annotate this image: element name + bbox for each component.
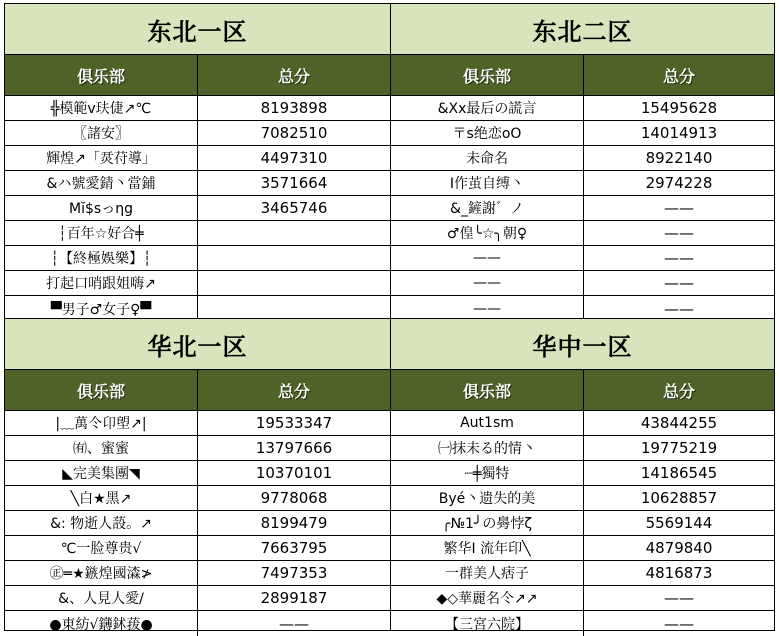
club-name-cell: 繁华I 流年印╲ (391, 536, 584, 560)
table-row (5, 196, 390, 221)
table-row (5, 146, 390, 171)
club-name-cell: ㈠抹未る的情丶 (391, 436, 584, 460)
table-row (391, 611, 774, 636)
club-name-cell: ┆【終極娛樂】┆ (5, 246, 198, 270)
score-cell: 15495628 (640, 99, 718, 117)
header-total-score: 总分 (277, 66, 310, 86)
table-row (5, 411, 390, 436)
score-cell: 2899187 (260, 589, 328, 607)
score-cell: 10628857 (640, 489, 718, 507)
section-title: 华中一区 (391, 319, 774, 370)
table-row (5, 586, 390, 611)
club-name-cell: Aut1sm (391, 411, 584, 435)
club-name-cell: 【三宮六院】 (391, 611, 584, 636)
club-name-cell: 〖諸安〗 (5, 121, 198, 145)
club-name-cell: —— (391, 246, 584, 270)
section-central-1 (390, 318, 775, 631)
table-row (5, 221, 390, 246)
table-header (5, 370, 390, 411)
table-row (391, 221, 774, 246)
club-name-cell: ▀男子♂女子♀▀ (5, 296, 198, 321)
club-name-cell: &ハ號愛錆丶當鋪 (5, 171, 198, 195)
section-title: 东北二区 (391, 4, 774, 55)
header-total-score: 总分 (662, 66, 695, 86)
score-cell: 7663795 (260, 539, 328, 557)
table-row (391, 96, 774, 121)
club-name-cell: &: 物逝人蔎。↗ (5, 511, 198, 535)
header-club: 俱乐部 (5, 55, 198, 95)
score-cell: 43844255 (640, 414, 718, 432)
table-row (5, 271, 390, 296)
score-cell: 4497310 (260, 149, 328, 167)
score-cell: —— (664, 614, 694, 633)
table-row (391, 586, 774, 611)
score-cell (198, 271, 390, 295)
score-cell: 19775219 (640, 439, 718, 457)
club-name-cell: ◆◇華麗名仒↗↗ (391, 586, 584, 610)
table-row (391, 146, 774, 171)
club-name-cell: ◣完美集團◥ (5, 461, 198, 485)
score-cell: 7497353 (260, 564, 328, 582)
club-name-cell: 〒s绝恋oO (391, 121, 584, 145)
table-row (5, 461, 390, 486)
club-name-cell: |﹏萬仒卬塱↗| (5, 411, 198, 435)
score-cell: —— (664, 249, 694, 267)
club-name-cell: ┆百年☆好合╪ (5, 221, 198, 245)
score-cell: 14014913 (640, 124, 718, 142)
club-name-cell: ♂偟╰☆╮朝♀ (391, 221, 584, 245)
score-cell: 3465746 (260, 199, 328, 217)
club-name-cell: ╲白★黑↗ (5, 486, 198, 510)
score-cell: 10370101 (255, 464, 333, 482)
club-name-cell: ╭№1╯の臱悖ζ (391, 511, 584, 535)
header-club: 俱乐部 (391, 370, 584, 410)
score-cell: 8922140 (645, 149, 713, 167)
score-cell: 19533347 (255, 414, 333, 432)
score-cell: 4879840 (645, 539, 713, 557)
table-row (5, 486, 390, 511)
score-cell: —— (664, 589, 694, 607)
club-name-cell: &Xx最后の謊言 (391, 96, 584, 120)
table-body (391, 96, 774, 321)
score-cell: 9778068 (260, 489, 328, 507)
club-name-cell: 輝煌↗「烎苻導」 (5, 146, 198, 170)
club-name-cell: —— (391, 271, 584, 295)
table-row (391, 461, 774, 486)
table-row (391, 271, 774, 296)
table-header (391, 370, 774, 411)
section-north-1 (4, 318, 391, 631)
table-body (5, 96, 390, 321)
score-cell (198, 246, 390, 270)
club-name-cell: —— (391, 296, 584, 321)
section-title: 东北一区 (5, 4, 390, 55)
table-row (5, 611, 390, 636)
club-name-cell: 一群美人痞子 (391, 561, 584, 585)
table-row (391, 511, 774, 536)
score-cell: 8193898 (260, 99, 328, 117)
section-northeast-1 (4, 3, 391, 319)
section-northeast-2 (390, 3, 775, 319)
club-name-cell: ┈╪獨特 (391, 461, 584, 485)
table-row (5, 246, 390, 271)
club-name-cell: ℃一脸尊贵√ (5, 536, 198, 560)
club-name-cell: I作茧自缚丶 (391, 171, 584, 195)
header-club: 俱乐部 (5, 370, 198, 410)
table-row (5, 121, 390, 146)
table-row (391, 536, 774, 561)
score-cell (198, 221, 390, 245)
table-row (5, 436, 390, 461)
table-row (391, 196, 774, 221)
section-title: 华北一区 (5, 319, 390, 370)
table-row (391, 121, 774, 146)
score-cell: 4816873 (645, 564, 713, 582)
club-name-cell: ㈲、蜜蜜 (5, 436, 198, 460)
table-row (5, 561, 390, 586)
table-row (391, 436, 774, 461)
table-header (5, 55, 390, 96)
club-name-cell: 打起口哨跟姐嗨↗ (5, 271, 198, 295)
table-body (5, 411, 390, 636)
club-name-cell: Byé丶遗失的美 (391, 486, 584, 510)
club-name-cell: ╬模範ⅴ玞倢↗℃ (5, 96, 198, 120)
club-name-cell: ●東紡√鑮鉥菝● (5, 611, 198, 636)
table-row (391, 486, 774, 511)
table-row (391, 411, 774, 436)
club-name-cell: ㊣═★鏃煌國潹≯ (5, 561, 198, 585)
table-row (391, 171, 774, 196)
score-cell: 8199479 (260, 514, 328, 532)
table-row (5, 96, 390, 121)
table-row (5, 536, 390, 561)
score-cell: 7082510 (260, 124, 328, 142)
table-header (391, 55, 774, 96)
score-cell: —— (664, 224, 694, 242)
table-row (391, 246, 774, 271)
header-club: 俱乐部 (391, 55, 584, 95)
score-cell: —— (279, 614, 309, 633)
table-body (391, 411, 774, 636)
score-cell: —— (664, 199, 694, 217)
table-row (5, 171, 390, 196)
header-total-score: 总分 (277, 381, 310, 401)
club-name-cell: &_鏟謝゛ノ (391, 196, 584, 220)
score-cell: 2974228 (645, 174, 713, 192)
header-total-score: 总分 (662, 381, 695, 401)
club-name-cell: 未命名 (391, 146, 584, 170)
score-cell: 13797666 (255, 439, 333, 457)
club-name-cell: &、人見人愛/ (5, 586, 198, 610)
table-row (5, 511, 390, 536)
score-cell: 14186545 (640, 464, 718, 482)
table-row (391, 561, 774, 586)
club-name-cell: Mĭ$sっηg (5, 196, 198, 220)
score-cell: 3571664 (260, 174, 328, 192)
score-cell: 5569144 (645, 514, 713, 532)
score-cell: —— (664, 299, 694, 318)
score-cell: —— (664, 274, 694, 292)
